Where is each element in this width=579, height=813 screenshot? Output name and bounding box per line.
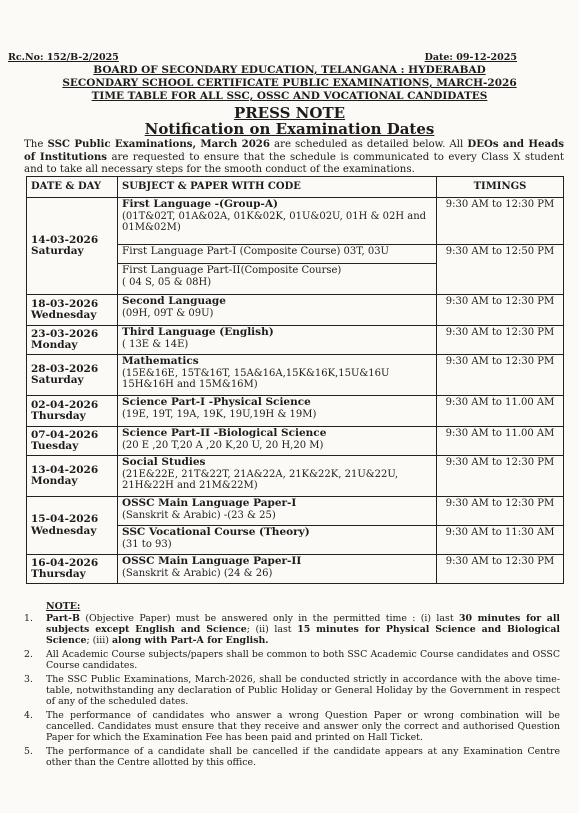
note-item <box>24 674 560 707</box>
subject-code: (31 to 93) <box>122 538 172 550</box>
subject-name: First Language -(Group-A) <box>122 198 278 210</box>
table-row <box>27 355 564 396</box>
table-row <box>27 295 564 326</box>
note-item <box>24 710 560 743</box>
date-cell <box>27 396 118 427</box>
note-text: The performance of candidates who answer a wrong Question Paper or wrong combination will be cancelled. Candidates must ensure that they receive and answer only the correct and authorised Question Paper for which the Examination Fee has been paid and printed on Hall Ticket. <box>46 710 560 743</box>
board-heading <box>0 64 579 103</box>
reference-line <box>8 52 517 63</box>
note-item <box>24 649 560 671</box>
exam-day: Thursday <box>31 568 86 580</box>
subject-name: OSSC Main Language Paper-II <box>122 555 302 567</box>
notes-heading: NOTE: <box>46 601 81 612</box>
date-cell <box>27 456 118 497</box>
timing-cell: 9:30 AM to 12:30 PM <box>437 198 564 245</box>
subject-name: OSSC Main Language Paper-I <box>122 497 297 509</box>
timing-cell: 9:30 AM to 12:30 PM <box>437 355 564 396</box>
date-cell <box>27 326 118 355</box>
subject-name: Mathematics <box>122 355 199 367</box>
table-row <box>27 427 564 456</box>
note-item <box>24 746 560 768</box>
subject-code: (09H, 09T & 09U) <box>122 307 214 319</box>
exam-day: Monday <box>31 339 78 351</box>
subject-code: (Composite Course) 03T, 03U <box>236 246 389 257</box>
exam-date: 07-04-2026 <box>31 428 99 441</box>
subject-code: (Composite Course) <box>240 265 342 276</box>
timetable <box>26 176 564 584</box>
note-emphasis: 30 minutes for all subjects except English and Science <box>46 613 560 635</box>
note-emphasis: along with Part-A for English. <box>111 635 269 646</box>
subject-cell <box>118 295 437 326</box>
note-number: 2. <box>24 649 33 660</box>
notification-title: Notification on Examination Dates <box>144 120 435 138</box>
press-note-title: PRESS NOTE <box>233 104 346 122</box>
subject-cell <box>118 198 437 245</box>
exam-date: 13-04-2026 <box>31 463 99 476</box>
subject-code: (Sanskrit & Arabic) (24 & 26) <box>122 567 273 579</box>
subject-cell <box>118 326 437 355</box>
col-header-timings: TIMINGS <box>437 177 564 198</box>
exam-day: Thursday <box>31 410 86 422</box>
subject-code: ( 13E & 14E) <box>122 338 189 350</box>
exam-day: Saturday <box>31 245 84 257</box>
exam-date: 18-03-2026 <box>31 297 99 310</box>
subject-code: (20 E ,20 T,20 A ,20 K,20 U, 20 H,20 M) <box>122 439 324 451</box>
date-cell <box>27 355 118 396</box>
subject-code: (19E, 19T, 19A, 19K, 19U,19H & 19M) <box>122 408 317 420</box>
date-cell <box>27 555 118 584</box>
subject-code: (21E&22E, 21T&22T, 21A&22A, 21K&22K, 21U&22U, 21H&22H and 21M&22M) <box>122 468 399 491</box>
subject-code: (15E&16E, 15T&16T, 15A&16A,15K&16K,15U&16U 15H&16H and 15M&16M) <box>122 367 390 390</box>
subject-cell <box>118 555 437 584</box>
exam-date: 23-03-2026 <box>31 327 99 340</box>
subject-code: (Sanskrit & Arabic) -(23 & 25) <box>122 509 276 521</box>
exam-date: 16-04-2026 <box>31 556 99 569</box>
board-name: BOARD OF SECONDARY EDUCATION, TELANGANA : HYDERABAD <box>93 64 486 76</box>
subject-name: First Language Part-II <box>122 264 241 276</box>
exam-day: Saturday <box>31 374 84 386</box>
note-emphasis: 15 minutes for Physical Science and Biological Science <box>46 624 560 646</box>
subject-cell <box>118 245 437 264</box>
timing-cell: 9:30 AM to 12:50 PM <box>437 245 564 295</box>
subject-cell <box>118 526 437 555</box>
table-row <box>27 456 564 497</box>
subject-cell <box>118 456 437 497</box>
note-text-part: ; (ii) last <box>246 624 298 635</box>
issue-date: Date: 09-12-2025 <box>424 52 517 63</box>
intro-paragraph <box>24 138 564 176</box>
subject-name: Second Language <box>122 295 226 307</box>
timing-cell: 9:30 AM to 11.00 AM <box>437 427 564 456</box>
exam-day: Monday <box>31 475 78 487</box>
date-cell <box>27 427 118 456</box>
subject-name: First Language Part-I <box>122 245 237 257</box>
reference-number: Rc.No: 152/B-2/2025 <box>8 52 119 63</box>
subject-cell <box>118 497 437 526</box>
subject-cell <box>118 264 437 295</box>
exam-day: Tuesday <box>31 440 79 452</box>
date-cell <box>27 497 118 555</box>
note-number: 1. <box>24 613 33 624</box>
exam-date: 28-03-2026 <box>31 362 99 375</box>
note-text-part: ; (iii) <box>86 635 112 646</box>
note-text: All Academic Course subjects/papers shall be common to both SSC Academic Course candidates and OSSC Course candidates. <box>46 649 560 671</box>
timing-cell: 9:30 AM to 11.00 AM <box>437 396 564 427</box>
table-row <box>27 396 564 427</box>
subject-name: Third Language (English) <box>122 326 274 338</box>
notes-section <box>24 601 560 771</box>
exam-date: 02-04-2026 <box>31 398 99 411</box>
note-text: The SSC Public Examinations, March-2026, shall be conducted strictly in accordance with the above time-table, notwithstanding any declaration of Public Holiday or General Holiday by the Government in respect of any of the scheduled dates. <box>46 674 560 707</box>
exam-day: Wednesday <box>31 524 97 537</box>
intro-exam-name: SSC Public Examinations, March 2026 <box>47 138 270 150</box>
date-cell <box>27 198 118 295</box>
subject-name: Social Studies <box>122 456 206 468</box>
intro-text-2: are scheduled as detailed below. All <box>269 139 468 150</box>
exam-day: Wednesday <box>31 309 97 321</box>
timing-cell: 9:30 AM to 11:30 AM <box>437 526 564 555</box>
subject-name: Science Part-II -Biological Science <box>122 427 327 439</box>
timing-cell: 9:30 AM to 12:30 PM <box>437 555 564 584</box>
subject-name: Science Part-I -Physical Science <box>122 396 311 408</box>
note-text-part: (Objective Paper) must be answered only in the permitted time : (i) last <box>79 613 459 624</box>
note-emphasis: Part-B <box>46 613 80 624</box>
timing-cell: 9:30 AM to 12:30 PM <box>437 326 564 355</box>
intro-text-3: are requested to ensure that the schedule is communicated to every Class X student and to take all necessary steps for the smooth conduct of the examinations. <box>24 152 564 175</box>
subject-code: (01T&02T, 01A&02A, 01K&02K, 01U&02U, 01H & 02H and 01M&02M) <box>122 210 427 233</box>
table-row <box>27 497 564 526</box>
date-cell <box>27 295 118 326</box>
col-header-date: DATE & DAY <box>27 177 118 198</box>
table-header-row <box>27 177 564 198</box>
exam-date: 15-04-2026 <box>31 513 99 525</box>
timetable-title: TIME TABLE FOR ALL SSC, OSSC AND VOCATIONAL CANDIDATES <box>91 90 488 102</box>
subject-name: SSC Vocational Course (Theory) <box>122 526 310 538</box>
timing-cell: 9:30 AM to 12:30 PM <box>437 295 564 326</box>
exam-date: 14-03-2026 <box>31 233 99 246</box>
table-row <box>27 326 564 355</box>
note-text: The performance of a candidate shall be cancelled if the candidate appears at any Examination Centre other than the Centre allotted by this office. <box>46 746 560 768</box>
note-item <box>24 613 560 646</box>
timing-cell: 9:30 AM to 12:30 PM <box>437 497 564 526</box>
intro-officials: DEOs and Heads of Institutions <box>24 138 564 163</box>
timing-cell: 9:30 AM to 12:30 PM <box>437 456 564 497</box>
note-number: 5. <box>24 746 33 757</box>
subject-cell <box>118 355 437 396</box>
note-text <box>46 613 560 646</box>
col-header-subject: SUBJECT & PAPER WITH CODE <box>118 177 437 198</box>
intro-text-1: The <box>24 139 48 150</box>
exam-name: SECONDARY SCHOOL CERTIFICATE PUBLIC EXAMINATIONS, MARCH-2026 <box>62 77 517 89</box>
table-row <box>27 198 564 245</box>
note-number: 4. <box>24 710 33 721</box>
note-number: 3. <box>24 674 33 685</box>
subject-code-2: ( 04 S, 05 & 08H) <box>122 276 212 288</box>
subject-cell <box>118 396 437 427</box>
table-row <box>27 555 564 584</box>
subject-cell <box>118 427 437 456</box>
